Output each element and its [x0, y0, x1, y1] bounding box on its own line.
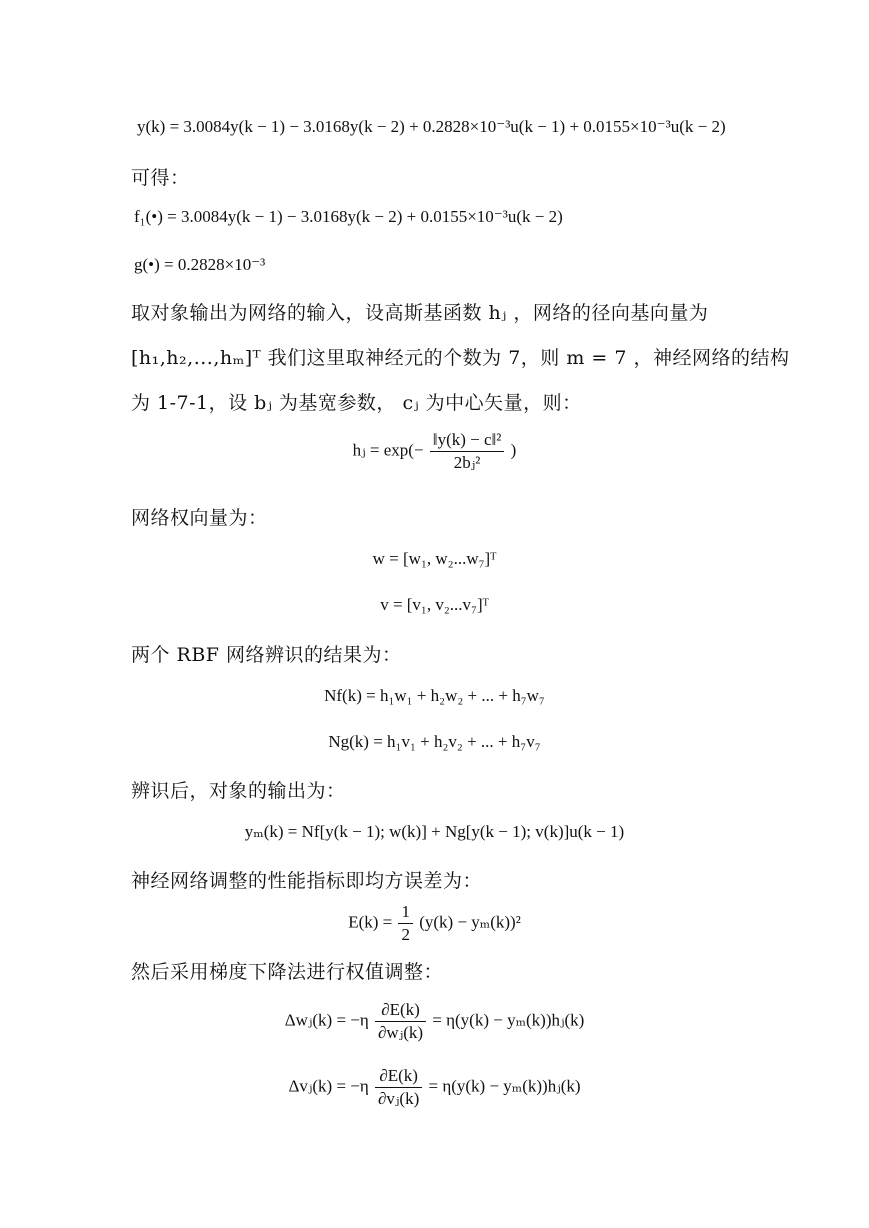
equation-v: v = [v₁, v₂...v₇]ᵀ — [380, 595, 489, 614]
gaussian-fraction — [430, 430, 505, 473]
paragraph-weights: 网络权向量为： — [131, 507, 268, 529]
equation-delta-v-left: Δvⱼ(k) = −η — [288, 1076, 369, 1096]
paragraph-rbf: 两个 RBF 网络辨识的结果为： — [131, 644, 402, 666]
equation-delta-v — [0, 1066, 869, 1109]
delta-v-fraction — [375, 1066, 422, 1109]
paragraph-line-1: 取对象输出为网络的输入，设高斯基函数 hⱼ ，网络的径向基向量为 — [131, 302, 709, 324]
equation-error — [0, 902, 869, 945]
equation-gaussian-basis — [0, 430, 869, 473]
equation-error-left: E(k) = — [348, 912, 393, 932]
paragraph-line-2: [h₁,h₂,...,hₘ]ᵀ 我们这里取神经元的个数为 7，则 m = 7 ，神经网络的结构 — [131, 347, 790, 369]
equation-delta-v-right: = η(y(k) − yₘ(k))hⱼ(k) — [428, 1076, 581, 1096]
equation-error-right: (y(k) − yₘ(k))² — [419, 912, 521, 932]
paragraph-gradient: 然后采用梯度下降法进行权值调整： — [131, 961, 444, 983]
paragraph-after-identification: 辨识后，对象的输出为： — [131, 780, 346, 802]
paragraph-kede: 可得： — [131, 167, 190, 189]
equation-ng: Ng(k) = h₁v₁ + h₂v₂ + ... + h₇v₇ — [328, 732, 541, 751]
delta-v-numerator: ∂E(k) — [375, 1066, 422, 1088]
equation-g: g(•) = 0.2828×10⁻³ — [134, 255, 266, 274]
equation-f1: f₁(•) = 3.0084y(k − 1) − 3.0168y(k − 2) + 0.0155×10⁻³u(k − 2) — [134, 207, 563, 226]
equation-delta-w — [0, 1000, 869, 1043]
equation-ym: yₘ(k) = Nf[y(k − 1); w(k)] + Ng[y(k − 1); v(k)]u(k − 1) — [244, 822, 625, 841]
delta-v-denominator: ∂vⱼ(k) — [378, 1089, 420, 1108]
error-denominator: 2 — [401, 925, 410, 944]
equation-w: w = [w₁, w₂...w₇]ᵀ — [372, 549, 497, 568]
delta-w-numerator: ∂E(k) — [375, 1000, 426, 1022]
paragraph-line-3: 为 1-7-1，设 bⱼ 为基宽参数， cⱼ 为中心矢量，则： — [131, 392, 582, 414]
equation-gaussian-left: hⱼ = exp(− — [352, 440, 424, 460]
equation-delta-w-right: = η(y(k) − yₘ(k))hⱼ(k) — [432, 1010, 585, 1030]
error-fraction — [398, 902, 413, 945]
equation-gaussian-right: ) — [510, 440, 517, 460]
equation-nf: Nf(k) = h₁w₁ + h₂w₂ + ... + h₇w₇ — [324, 686, 545, 705]
gaussian-denominator: 2bⱼ² — [453, 453, 481, 472]
equation-delta-w-left: Δwⱼ(k) = −η — [284, 1010, 369, 1030]
delta-w-denominator: ∂wⱼ(k) — [378, 1023, 424, 1042]
gaussian-numerator: ‖y(k) − c‖² — [430, 430, 505, 452]
equation-system: y(k) = 3.0084y(k − 1) − 3.0168y(k − 2) + 0.2828×10⁻³u(k − 1) + 0.0155×10⁻³u(k − 2) — [137, 117, 726, 136]
paragraph-performance-index: 神经网络调整的性能指标即均方误差为： — [131, 870, 483, 892]
delta-w-fraction — [375, 1000, 426, 1043]
error-numerator: 1 — [398, 902, 413, 924]
